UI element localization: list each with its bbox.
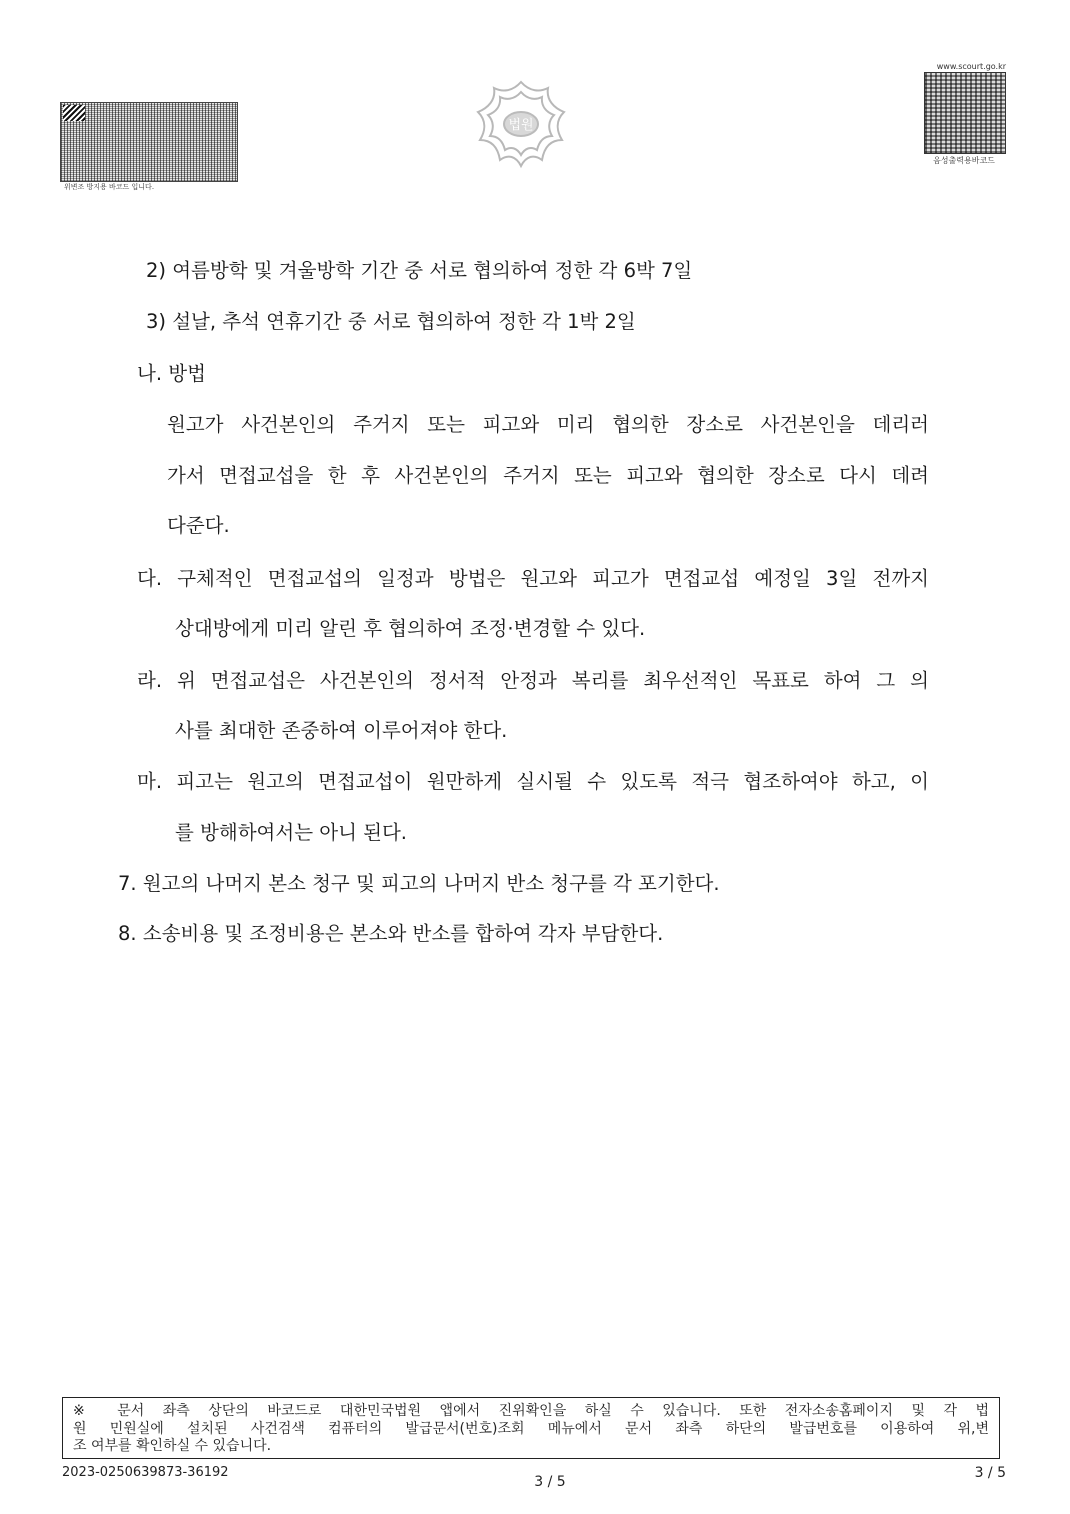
body-line-13: 7. 원고의 나머지 본소 청구 및 피고의 나머지 반소 청구를 각 포기한다. — [118, 872, 720, 895]
page-number-right: 3 / 5 — [974, 1465, 1006, 1481]
notice-line-3: 조 여부를 확인하실 수 있습니다. — [73, 1438, 272, 1454]
body-line-14: 8. 소송비용 및 조정비용은 본소와 반소를 합하여 각자 부담한다. — [118, 922, 664, 945]
barcode-caption: 위변조 방지용 바코드 입니다. — [64, 183, 155, 191]
anti-forgery-barcode — [60, 102, 238, 182]
court-site-url: www.scourt.go.kr — [936, 62, 1006, 71]
notice-line-2: 원 민원실에 설치된 사건검색 컴퓨터의 발급문서(번호)조회 메뉴에서 문서 좌측 하단의 발급번호를 이용하여 위,변 — [73, 1420, 989, 1437]
court-seal-logo — [474, 78, 568, 170]
body-line-9: 라. 위 면접교섭은 사건본인의 정서적 안정과 복리를 최우선적인 목표로 하여 그 의 — [137, 669, 929, 692]
body-line-10: 사를 최대한 존중하여 이루어져야 한다. — [175, 719, 508, 742]
barcode-stripe-mark — [63, 105, 85, 121]
seal-text: 법원 — [508, 118, 534, 133]
verification-notice-box — [62, 1397, 1000, 1459]
body-line-1: 2) 여름방학 및 겨울방학 기간 중 서로 협의하여 정한 각 6박 7일 — [146, 259, 693, 282]
body-line-11: 마. 피고는 원고의 면접교섭이 원만하게 실시될 수 있도록 적극 협조하여야 하고, 이 — [137, 770, 929, 793]
issue-number: 2023-0250639873-36192 — [62, 1465, 229, 1480]
body-line-3: 나. 방법 — [137, 362, 206, 385]
body-line-2: 3) 설날, 추석 연휴기간 중 서로 협의하여 정한 각 1박 2일 — [146, 310, 636, 333]
page-number-center: 3 / 5 — [534, 1474, 566, 1490]
voice-output-qr-code — [924, 72, 1006, 154]
notice-line-1: ※ 문서 좌측 상단의 바코드로 대한민국법원 앱에서 진위확인을 하실 수 있습니다. 또한 전자소송홈페이지 및 각 법 — [73, 1403, 989, 1419]
body-line-6: 다준다. — [167, 514, 230, 537]
body-line-12: 를 방해하여서는 아니 된다. — [175, 821, 408, 844]
body-line-7: 다. 구체적인 면접교섭의 일정과 방법은 원고와 피고가 면접교섭 예정일 3일 전까지 — [137, 567, 929, 590]
body-line-5: 가서 면접교섭을 한 후 사건본인의 주거지 또는 피고와 협의한 장소로 다시 데려 — [167, 464, 929, 487]
qr-caption: 음성출력용바코드 — [933, 156, 995, 165]
body-line-8: 상대방에게 미리 알린 후 협의하여 조정·변경할 수 있다. — [175, 617, 646, 640]
body-line-4: 원고가 사건본인의 주거지 또는 피고와 미리 협의한 장소로 사건본인을 데리러 — [167, 413, 929, 436]
